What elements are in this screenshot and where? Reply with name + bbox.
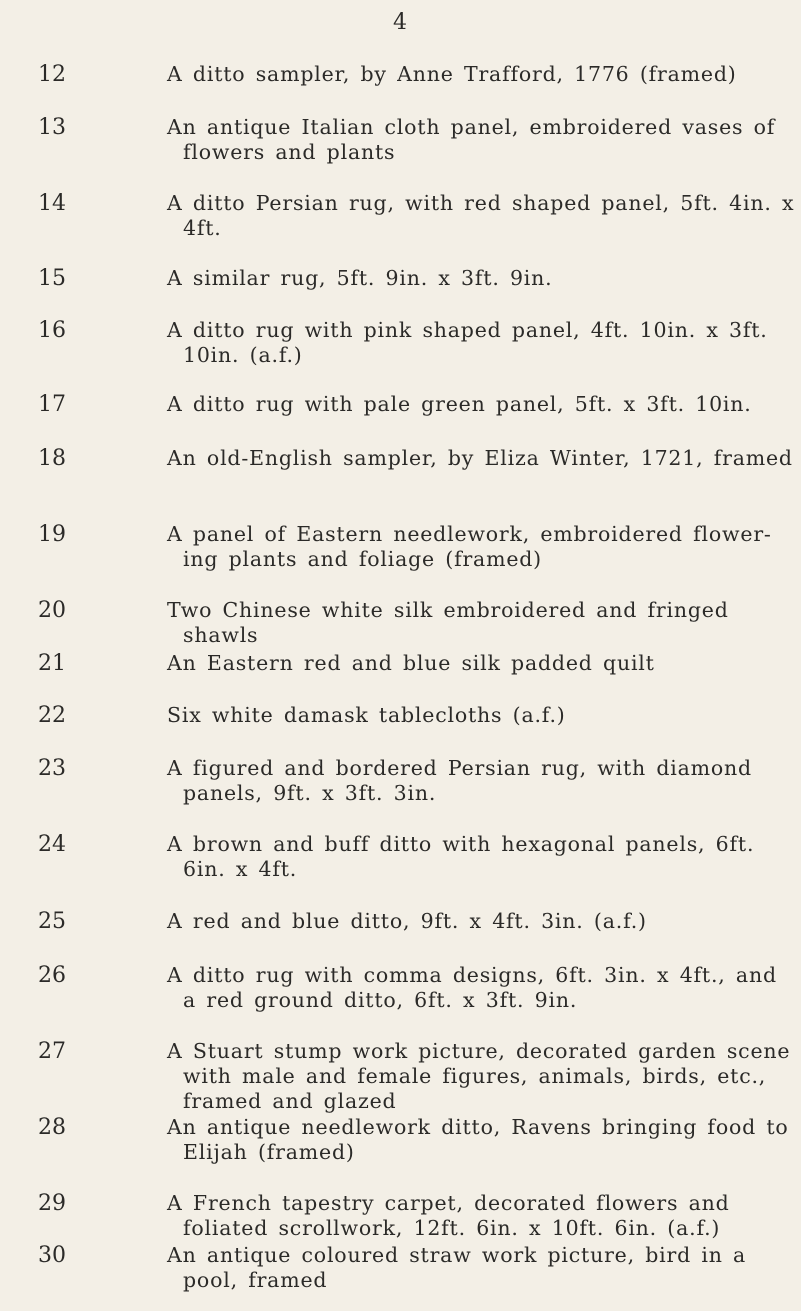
lot-description: A similar rug, 5ft. 9in. x 3ft. 9in. bbox=[167, 266, 553, 290]
lot-description: A French tapestry carpet, decorated flowers and foliated scrollwork, 12ft. 6in. x 10ft. 6in. (a.f.) bbox=[167, 1191, 730, 1240]
lot-description: Six white damask tablecloths (a.f.) bbox=[167, 703, 566, 727]
lot-number: 26 bbox=[38, 963, 66, 988]
lot-number: 15 bbox=[38, 266, 66, 291]
lot-description: A ditto rug with pale green panel, 5ft. x 3ft. 10in. bbox=[167, 392, 752, 416]
lot-number: 14 bbox=[38, 191, 66, 216]
lot-description: A brown and buff ditto with hexagonal panels, 6ft. 6in. x 4ft. bbox=[167, 832, 755, 881]
lot-number: 25 bbox=[38, 909, 66, 934]
lot-number: 23 bbox=[38, 756, 66, 781]
lot-description: An Eastern red and blue silk padded quilt bbox=[167, 651, 655, 675]
lot-number: 12 bbox=[38, 62, 66, 87]
lot-number: 21 bbox=[38, 651, 66, 676]
lot-description: Two Chinese white silk embroidered and fringed shawls bbox=[167, 598, 729, 647]
lot-number: 20 bbox=[38, 598, 66, 623]
lot-number: 24 bbox=[38, 832, 66, 857]
lot-number: 27 bbox=[38, 1039, 66, 1064]
lot-description: An antique needlework ditto, Ravens bringing food to Elijah (framed) bbox=[167, 1115, 789, 1164]
lot-number: 16 bbox=[38, 318, 66, 343]
lot-description: A ditto sampler, by Anne Trafford, 1776 (framed) bbox=[167, 62, 737, 86]
lot-number: 18 bbox=[38, 446, 66, 471]
lot-description: An antique coloured straw work picture, bird in a pool, framed bbox=[167, 1243, 747, 1292]
lot-number: 22 bbox=[38, 703, 66, 728]
lot-description: An antique Italian cloth panel, embroidered vases of flowers and plants bbox=[167, 115, 776, 164]
lot-number: 17 bbox=[38, 392, 66, 417]
lot-description: A ditto Persian rug, with red shaped panel, 5ft. 4in. x 4ft. bbox=[167, 191, 795, 240]
lot-number: 28 bbox=[38, 1115, 66, 1140]
lot-number: 19 bbox=[38, 522, 66, 547]
lot-number: 30 bbox=[38, 1243, 66, 1268]
lot-description: A Stuart stump work picture, decorated garden scene with male and female figures, animals, birds, etc., framed and glazed bbox=[167, 1039, 791, 1113]
lot-number: 13 bbox=[38, 115, 66, 140]
lot-description: A ditto rug with pink shaped panel, 4ft. 10in. x 3ft. 10in. (a.f.) bbox=[167, 318, 768, 367]
lot-description: A panel of Eastern needlework, embroidered flower-ing plants and foliage (framed) bbox=[167, 522, 772, 571]
page-number: 4 bbox=[393, 10, 408, 35]
lot-number: 29 bbox=[38, 1191, 66, 1216]
lot-description: A figured and bordered Persian rug, with diamond panels, 9ft. x 3ft. 3in. bbox=[167, 756, 752, 805]
lot-description: An old-English sampler, by Eliza Winter, 1721, framed bbox=[167, 446, 793, 470]
lot-description: A ditto rug with comma designs, 6ft. 3in. x 4ft., and a red ground ditto, 6ft. x 3ft. 9in. bbox=[167, 963, 777, 1012]
lot-description: A red and blue ditto, 9ft. x 4ft. 3in. (a.f.) bbox=[167, 909, 647, 933]
